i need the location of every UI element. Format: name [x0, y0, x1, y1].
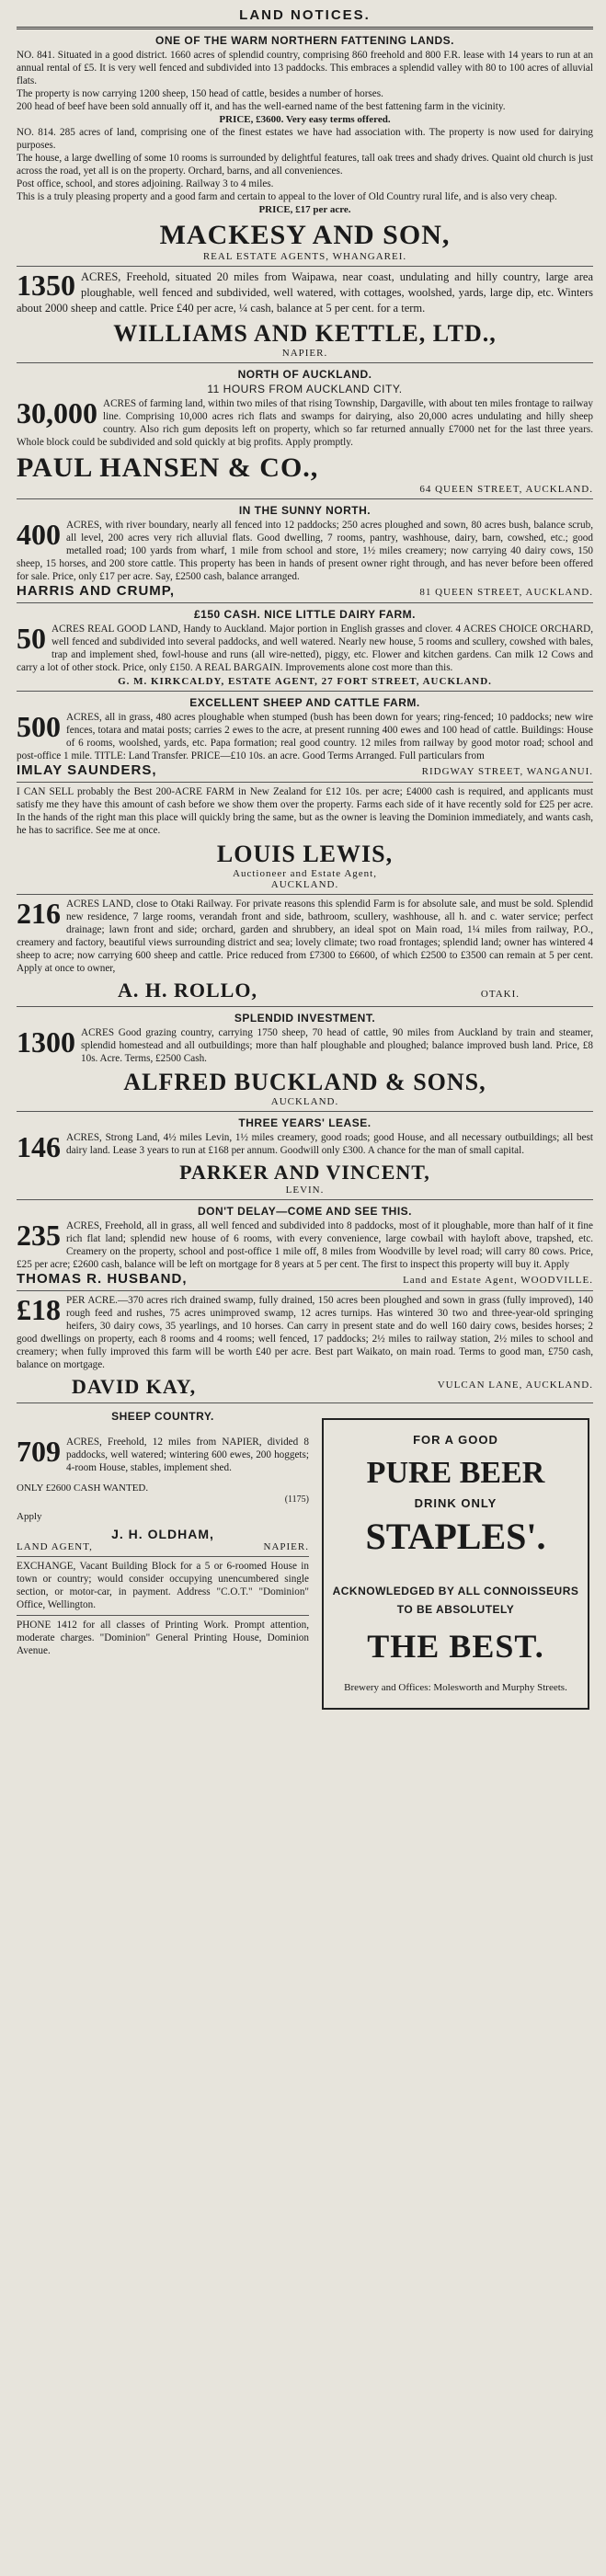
ad-firm-sub: Auctioneer and Estate Agent, — [233, 868, 377, 879]
ad-firm: A. H. ROLLO, — [118, 979, 257, 1002]
ad-rollo — [17, 895, 593, 1007]
ad-imlay-saunders — [17, 692, 593, 783]
ad-paragraph: ACRES, Freehold, situated 20 miles from Waipawa, near coast, undulating and hilly country, large area ploughable, well fenced and subdivided, well watered, with cottages, woolshed, yards, large dip, etc. Winters about 2000 sheep and cattle. Price £40 per acre, ¼ cash, balance at 5 per cent. for a term. — [17, 270, 593, 315]
ad-paragraph: ACRES, with river boundary, nearly all fenced into 12 paddocks; 250 acres ploughed and sown, 80 acres bush, balance scrub, all level, 200 acres very rich alluvial flats. Good dwelling, 7 rooms, pantry, washhouse, dairy, barn, cowshed, etc.; good metalled road; 100 yards from wharf, 1 mile from school and store, 1½ miles creamery; now carrying 40 dairy cows, 150 sheep, 15 horses, and 200 store cattle. This property has been in hands of present owner right through, and has never before been offered for sale. Price, only £17 per acre. Say, £2500 cash, balance arranged. — [17, 520, 593, 582]
ad-town: NAPIER. — [263, 1541, 309, 1552]
ad-cash: ONLY £2600 CASH WANTED. — [17, 1483, 149, 1494]
ad-heading: THREE YEARS' LEASE. — [238, 1116, 372, 1129]
ad-address: Land and Estate Agent, WOODVILLE. — [403, 1275, 593, 1286]
ad-firm: WILLIAMS AND KETTLE, LTD., — [113, 320, 497, 347]
ad-paragraph: ACRES of farming land, within two miles of that rising Township, Dargaville, with about ten miles frontage to railway line. Comprising 10,000 acres rich flats and swamps for dairying, also 20,000 acres undulating and hilly sheep country. Also rich gum deposits left on property, which so far returned annually £7000 net for the last three years. Whole block could be subdivided and sold quickly at big profits. Apply promptly. — [17, 398, 593, 448]
beer-line: ACKNOWLEDGED BY ALL CONNOISSEURS TO BE ABSOLUTELY — [332, 1585, 579, 1616]
ad-firm: MACKESY AND SON, — [159, 220, 451, 250]
beer-ad — [322, 1418, 589, 1710]
left-column — [17, 1405, 309, 1715]
ad-firm: ALFRED BUCKLAND & SONS, — [123, 1069, 486, 1095]
ad-ref: (1175) — [284, 1494, 309, 1505]
bottom-columns — [17, 1405, 593, 1715]
ad-acres: £18 — [17, 1293, 61, 1326]
ad-heading: SPLENDID INVESTMENT. — [234, 1012, 376, 1025]
ad-paragraph: ACRES, Freehold, all in grass, all well fenced and subdivided into 8 paddocks, most of it ploughable, more than half of it fine rich flat land; splendid new house of 6 rooms, with every convenience, large cowbail with hayloft above, trapshed, etc. Creamery on the property, school and post-office 1 mile off, 8 miles from Woodville by level road; will carry 80 cows. Price, £25 per acre; £2600 cash, balance will be left on mortgage for 8 years at 5 per cent. The first to inspect this property will buy it. Apply — [17, 1220, 593, 1270]
ad-firm: PAUL HANSEN & CO., — [17, 452, 319, 483]
ad-agent: LAND AGENT, — [17, 1541, 93, 1552]
ad-acres: 235 — [17, 1219, 61, 1252]
ad-acres: 1300 — [17, 1025, 75, 1059]
ad-address: RIDGWAY STREET, WANGANUI. — [421, 766, 593, 777]
ad-paragraph: Post office, school, and stores adjoining. Railway 3 to 4 miles. — [17, 178, 274, 189]
ad-heading: £150 CASH. NICE LITTLE DAIRY FARM. — [193, 608, 417, 621]
ad-paragraph: NO. 814. 285 acres of land, comprising one of the finest estates we have had association with. The property is now used for dairying purposes. — [17, 127, 593, 151]
ad-acres: 400 — [17, 518, 61, 551]
ad-paragraph: ACRES, Freehold, 12 miles from NAPIER, divided 8 paddocks, well watered; wintering 600 ewes, 200 hoggets; 4-room House, stables, implement shed. — [66, 1437, 309, 1473]
ad-address: 81 QUEEN STREET, AUCKLAND. — [419, 587, 593, 598]
ad-apply: Apply — [17, 1511, 42, 1522]
ad-paragraph: ACRES, all in grass, 480 acres ploughable when stumped (bush has been down for years; ring-fenced; 10 paddocks; new wire fences, totara and matai posts; carries 2 ewes to the acre, at present running 400 ewes and 100 head of cattle. Buildings: House of 6 rooms, woolshed, yards, etc. Papa formation; real good country. 12 miles from railway by good motor road; school and post-office 1 mile. TITLE: Land Transfer. PRICE—£10 10s. an acre. Good Terms Arranged. Full particulars from — [17, 712, 593, 761]
ad-mackesy — [17, 29, 593, 267]
ad-husband — [17, 1200, 593, 1291]
ad-paragraph: The property is now carrying 1200 sheep, 150 head of cattle, besides a number of horses. — [17, 88, 383, 99]
ad-exchange — [17, 1557, 309, 1616]
ad-paragraph: EXCHANGE, Vacant Building Block for a 5 or 6-roomed House in town or country; would consider occupying unencumbered single section, or motor-car, in payment. Address "C.O.T." "Dominion" Office, Wellington. — [17, 1561, 309, 1610]
ad-address: VULCAN LANE, AUCKLAND. — [437, 1380, 593, 1391]
ad-firm: DAVID KAY, — [72, 1375, 197, 1398]
ad-firm-sub: AUCKLAND. — [270, 1096, 339, 1107]
ad-paragraph: ACRES Good grazing country, carrying 1750 sheep, 70 head of cattle, 90 miles from Auckland by train and steamer, splendid homestead and all outbuildings; more than half ploughable and ploughed; balance improved bush land. Price, £8 10s. Acre. Terms, £2500 Cash. — [81, 1027, 593, 1064]
ad-paragraph: 200 head of beef have been sold annually off it, and has the well-earned name of the best fattening farm in the vicinity. — [17, 101, 506, 112]
ad-paragraph: NO. 841. Situated in a good district. 1660 acres of splendid country, comprising 860 freehold and 800 F.R. lease with 14 years to run at an annual rental of £5. It is very well fenced and subdivided into 13 paddocks. This embraces a splendid valley with 80 to 100 acres of alluvial flats. — [17, 50, 593, 86]
masthead: LAND NOTICES. — [17, 0, 593, 29]
beer-brand: STAPLES'. — [365, 1516, 546, 1557]
ad-acres: 216 — [17, 897, 61, 930]
ad-acres: 500 — [17, 710, 61, 743]
ad-acres: 30,000 — [17, 396, 97, 429]
ad-heading: ONE OF THE WARM NORTHERN FATTENING LANDS. — [155, 34, 454, 47]
ad-acres: 709 — [17, 1435, 61, 1468]
ad-firm: LOUIS LEWIS, — [216, 841, 394, 867]
ad-heading: EXCELLENT SHEEP AND CATTLE FARM. — [189, 696, 420, 709]
ad-paragraph: ACRES, Strong Land, 4½ miles Levin, 1½ miles creamery, good roads; good House, and all necessary outbuildings; all best dairy land. Lease 3 years to run at £168 per annum. Goodwill only £300. A chance for the man of small capital. — [66, 1132, 593, 1156]
ad-paragraph: PHONE 1412 for all classes of Printing Work. Prompt attention, moderate charges. "Dominion" General Printing House, Dominion Avenue. — [17, 1620, 309, 1656]
ad-paragraph: ACRES LAND, close to Otaki Railway. For private reasons this splendid Farm is for absolute sale, and must be sold. Splendid new residence, 7 large rooms, verandah front and side, bathroom, scullery, washhouse, all h. and c. water service; perfect drainage; lawn front and side; orchard, garden and shrubbery, an ideal spot on Main road, 1¼ miles from railway, P.O., creamery and factory, beautiful views surrounding district and sea; lovely climate; two road frontages; splendid land; owner has wintered 4 sheep to acre; now carrying 600 sheep and cattle. Price reduced from £7300 to £6600, of which £2500 to £3500 can remain at 5 per cent. Apply at once to owner, — [17, 899, 593, 974]
ad-firm-sub: 64 QUEEN STREET, AUCKLAND. — [419, 484, 593, 495]
ad-kirkcaldy — [17, 603, 593, 692]
ad-acres: 50 — [17, 622, 46, 655]
ad-firm: HARRIS AND CRUMP, — [17, 583, 176, 599]
ad-heading: SHEEP COUNTRY. — [111, 1410, 214, 1423]
ad-subheading: 11 HOURS FROM AUCKLAND CITY. — [207, 383, 403, 395]
ad-acres: 1350 — [17, 269, 75, 302]
ad-williams-kettle — [17, 267, 593, 363]
ad-sheep-country — [17, 1405, 309, 1557]
ad-firm-sub: REAL ESTATE AGENTS, WHANGAREI. — [202, 251, 407, 262]
ad-firm-sub: NAPIER. — [281, 348, 328, 359]
ad-heading: DON'T DELAY—COME AND SEE THIS. — [198, 1205, 412, 1218]
beer-headline: PURE BEER — [366, 1456, 545, 1490]
beer-tagline: THE BEST. — [367, 1628, 544, 1665]
ad-firm-sub: AUCKLAND. — [270, 879, 339, 890]
ad-paul-hansen — [17, 363, 593, 499]
ad-firm-sub: LEVIN. — [285, 1185, 325, 1196]
ad-phone — [17, 1616, 309, 1661]
ad-price: PRICE, £3600. Very easy terms offered. — [219, 114, 391, 125]
ad-paragraph: The house, a large dwelling of some 10 rooms is surrounded by delightful features, tall oak trees and shady drives. Quaint old church is just across the road, yet all is on the property. Orchard, barns, and all conveniences. — [17, 153, 593, 177]
ad-acres: 146 — [17, 1130, 61, 1163]
ad-address: OTAKI. — [480, 989, 520, 1000]
beer-line: DRINK ONLY — [414, 1496, 497, 1510]
beer-address: Brewery and Offices: Molesworth and Murphy Streets. — [344, 1682, 567, 1693]
ad-david-kay — [17, 1291, 593, 1403]
ad-firm: IMLAY SAUNDERS, — [17, 762, 157, 778]
ad-firm: THOMAS R. HUSBAND, — [17, 1271, 188, 1287]
ad-price: PRICE, £17 per acre. — [258, 204, 351, 215]
ad-heading: NORTH OF AUCKLAND. — [237, 368, 372, 381]
ad-paragraph: ACRES REAL GOOD LAND, Handy to Auckland. Major portion in English grasses and clover. 4 ACRES CHOICE ORCHARD, well fenced and subdivided into several paddocks, and well watered. Nearly new house, 5 rooms and scullery, cowshed with bales, trap and implement shed, fowl-house and runs (all wire-netted), piggy, etc. Flower and kitchen gardens. Can milk 12 Cows and carry a lot of other stock. Price, only £150. A REAL BARGAIN. Improvements alone cost more than this. — [17, 624, 593, 673]
ad-louis-lewis — [17, 783, 593, 895]
ad-harris-crump — [17, 499, 593, 603]
ad-paragraph: I CAN SELL probably the Best 200-ACRE FARM in New Zealand for £12 10s. per acre; £4000 cash is required, and applicants must satisfy me they have this amount of cash before we show them over the property. Farms each side of it have recently sold for £25 per acre. In the hands of the right man this place will quickly bring the same, but as the owner is leaving the Dominion immediately, and wants cash, he has to sacrifice. See me at once. — [17, 786, 593, 836]
ad-parker-vincent — [17, 1112, 593, 1200]
ad-firm: J. H. OLDHAM, — [111, 1527, 214, 1541]
ad-buckland — [17, 1007, 593, 1112]
ad-firm: G. M. KIRKCALDY, ESTATE AGENT, 27 FORT STREET, AUCKLAND. — [118, 676, 492, 687]
ad-heading: IN THE SUNNY NORTH. — [238, 504, 372, 517]
beer-line: FOR A GOOD — [413, 1433, 498, 1447]
ad-paragraph: PER ACRE.—370 acres rich drained swamp, fully drained, 150 acres been ploughed and sown in grass (fully improved), 140 rough feed and rushes, 75 acres unimproved swamp, 12 acres turnips. Has wintered 30 two and three-year-old springing heifers, 30 dairy cows, 35 yearlings, and 10 horses. Can carry in present state and do well 160 dairy cows, besides horses; 2 good dwellings on property, each 8 rooms and 4 rooms; well fenced, 17 paddocks; 2½ miles to railway station, 2½ miles to school and creamery; when fully improved this farm will be worth £40 per acre. Best part Waikato, on main road. Terms to good man, £750 cash, balance on mortgage. — [17, 1295, 593, 1370]
ad-body — [17, 49, 593, 216]
ad-firm: PARKER AND VINCENT, — [179, 1161, 430, 1184]
ad-paragraph: This is a truly pleasing property and a good farm and certain to appeal to the lover of Old Country rural life, and is also very cheap. — [17, 191, 557, 202]
